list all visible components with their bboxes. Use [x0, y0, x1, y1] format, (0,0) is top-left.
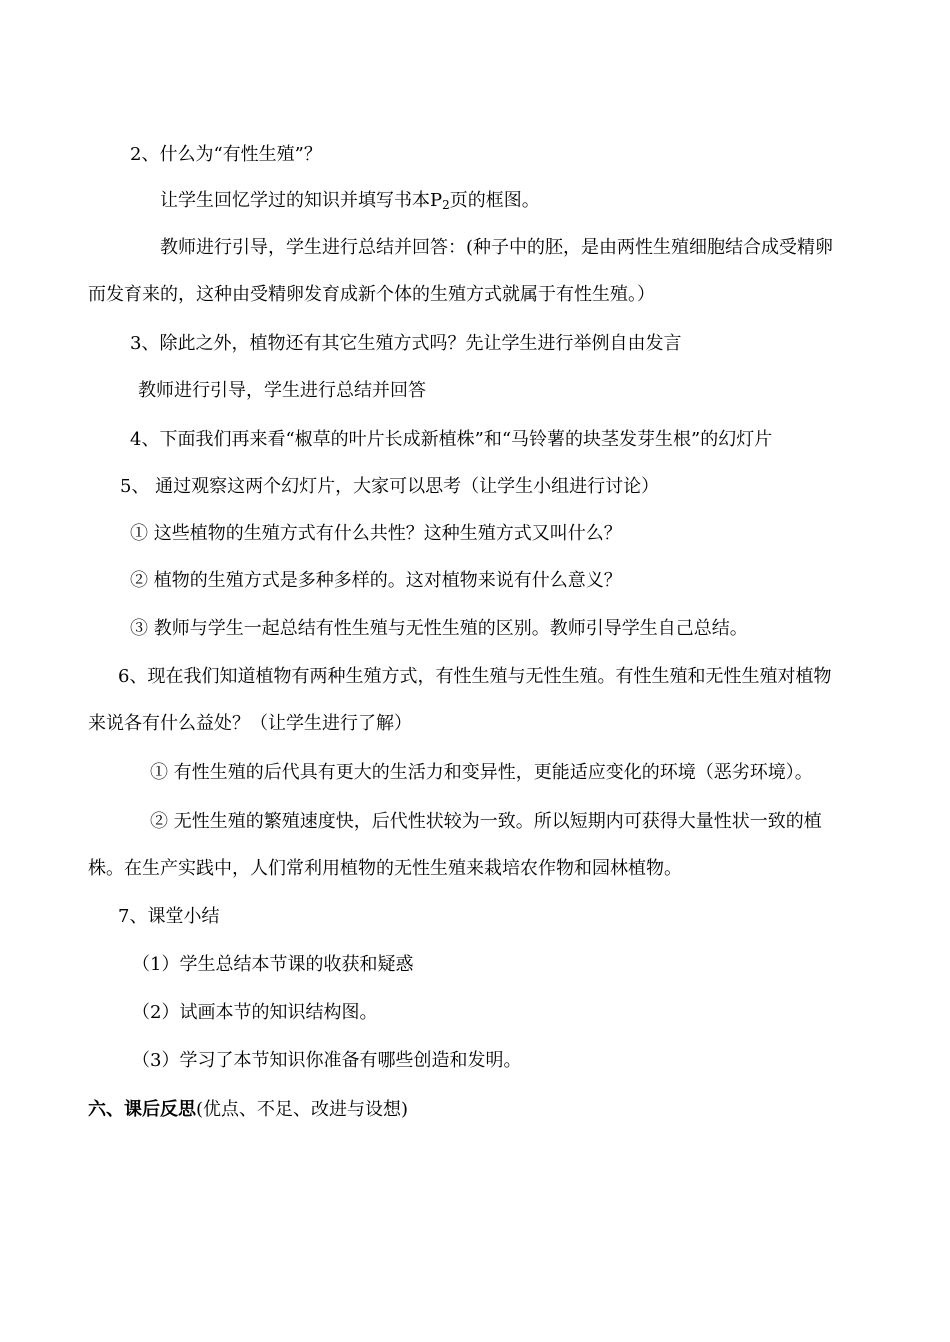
- item-6-line2: 来说各有什么益处？（让学生进行了解）: [88, 713, 412, 734]
- summary-2: （2）试画本节的知识结构图。: [132, 1002, 378, 1023]
- section-6-title: 六、课后反思: [88, 1099, 196, 1120]
- item-3-heading: 3、除此之外，植物还有其它生殖方式吗？先让学生进行举例自由发言: [130, 333, 682, 354]
- page-subscript: 2: [442, 198, 450, 212]
- teacher-guide-paragraph-line1: 教师进行引导，学生进行总结并回答：(种子中的胚，是由两性生殖细胞结合成受精卵: [160, 237, 834, 258]
- summary-3: （3）学习了本节知识你准备有哪些创造和发明。: [132, 1050, 522, 1071]
- benefit-1: ① 有性生殖的后代具有更大的生活力和变异性，更能适应变化的环境（恶劣环境）。: [150, 762, 813, 783]
- teacher-guide-paragraph-line2: 而发育来的，这种由受精卵发育成新个体的生殖方式就属于有性生殖。）: [88, 284, 655, 305]
- item-2-heading: 2、什么为“有性生殖”？: [130, 144, 322, 165]
- item-6-line1: 6、现在我们知道植物有两种生殖方式，有性生殖与无性生殖。有性生殖和无性生殖对植物: [118, 666, 832, 687]
- benefit-2-line2: 株。在生产实践中，人们常利用植物的无性生殖来栽培农作物和园林植物。: [88, 858, 682, 879]
- summary-1: （1）学生总结本节课的收获和疑惑: [132, 954, 414, 975]
- instruction-text-end: 页的框图。: [449, 190, 540, 211]
- question-2: ② 植物的生殖方式是多种多样的。这对植物来说有什么意义？: [130, 570, 622, 591]
- section-6-subtitle: (优点、不足、改进与设想): [196, 1099, 409, 1120]
- instruction-text: 让学生回忆学过的知识并填写书本P: [160, 190, 443, 211]
- item-3-guide: 教师进行引导，学生进行总结并回答: [138, 380, 426, 401]
- item-7-heading: 7、课堂小结: [118, 906, 220, 927]
- item-2-instruction: [160, 189, 540, 217]
- section-6-heading: [88, 1098, 408, 1122]
- question-3: ③ 教师与学生一起总结有性生殖与无性生殖的区别。教师引导学生自己总结。: [130, 618, 748, 639]
- item-4-heading: 4、下面我们再来看“椒草的叶片长成新植株”和“马铃薯的块茎发芽生根”的幻灯片: [130, 429, 773, 450]
- item-5-heading: 5、 通过观察这两个幻灯片，大家可以思考（让学生小组进行讨论）: [120, 476, 660, 497]
- question-1: ① 这些植物的生殖方式有什么共性？这种生殖方式又叫什么？: [130, 523, 622, 544]
- benefit-2-line1: ② 无性生殖的繁殖速度快，后代性状较为一致。所以短期内可获得大量性状一致的植: [150, 811, 822, 832]
